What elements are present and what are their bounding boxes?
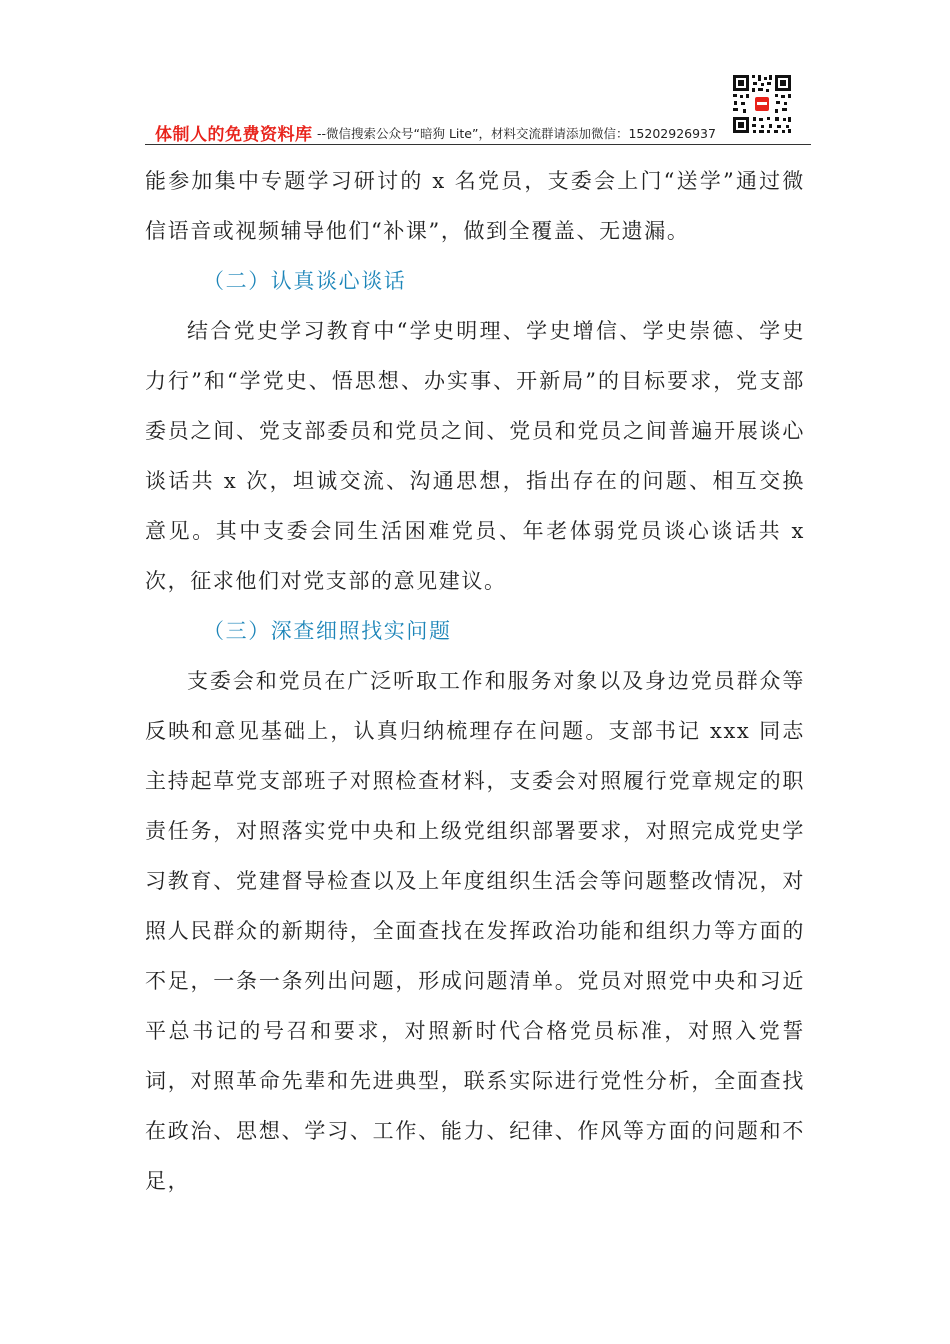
page-header: [145, 118, 811, 145]
section-heading-2: （二）认真谈心谈话: [203, 269, 407, 293]
paragraph-2: 结合党史学习教育中“学史明理、学史增信、学史崇德、学史力行”和“学党史、悟思想、办实事、开新局”的目标要求，党支部委员之间、党支部委员和党员之间、党员和党员之间普遍开展谈心谈话共 x 次，坦诚交流、沟通思想，指出存在的问题、相互交换意见。其中支委会同生活困难党员、年老体弱党员谈心谈话共 x 次，征求他们对党支部的意见建议。: [145, 319, 805, 593]
document-body: [145, 156, 805, 1206]
paragraph-1: 能参加集中专题学习研讨的 x 名党员，支委会上门“送学”通过微信语音或视频辅导他们“补课”，做到全覆盖、无遗漏。: [145, 169, 805, 243]
paragraph-3: 支委会和党员在广泛听取工作和服务对象以及身边党员群众等反映和意见基础上，认真归纳梳理存在问题。支部书记 xxx 同志主持起草党支部班子对照检查材料，支委会对照履行党章规定的职责任务，对照落实党中央和上级党组织部署要求，对照完成党史学习教育、党建督导检查以及上年度组织生活会等问题整改情况，对照人民群众的新期待，全面查找在发挥政治功能和组织力等方面的不足，一条一条列出问题，形成问题清单。党员对照党中央和习近平总书记的号召和要求，对照新时代合格党员标准，对照入党誓词，对照革命先辈和先进典型，联系实际进行党性分析，全面查找在政治、思想、学习、工作、能力、纪律、作风等方面的问题和不足，: [145, 669, 805, 1193]
brand-title: 体制人的免费资料库: [155, 125, 313, 145]
section-heading-3: （三）深查细照找实问题: [203, 619, 452, 643]
header-tagline: --微信搜索公众号“暗狗 Lite”，材料交流群请添加微信：15202926937: [317, 126, 716, 141]
